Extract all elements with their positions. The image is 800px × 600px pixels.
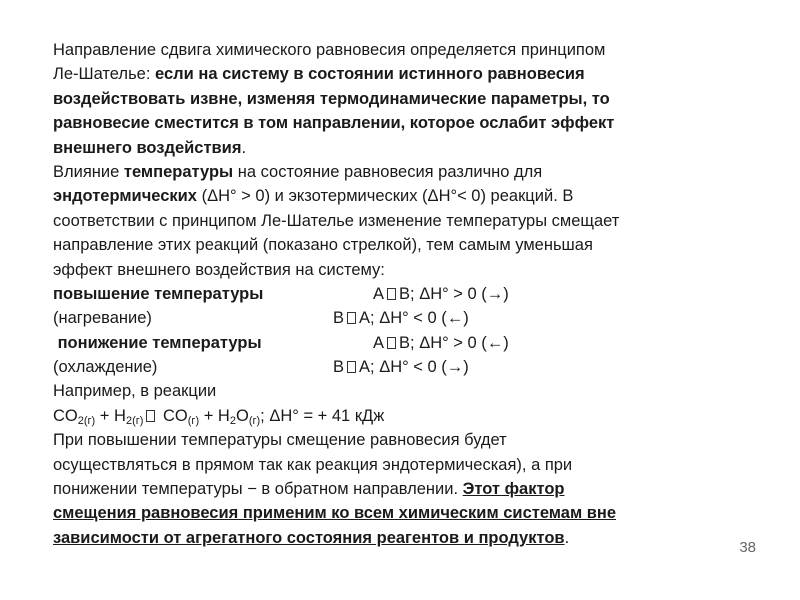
text-line — [53, 62, 753, 86]
bold-underlined-text: Этот фактор — [462, 480, 565, 499]
text: При повышении температуры смещение равновесия будет — [53, 431, 507, 450]
rule-reaction: A B; ΔH° > 0 (←) — [373, 333, 509, 352]
text: Влияние — [53, 162, 124, 181]
text: эффект внешнего воздействия на систему: — [53, 260, 385, 279]
text: понижении температуры − в обратном направлении. — [53, 480, 463, 499]
text: (ΔH° > 0) и экзотермических (ΔH°< 0) реакций. В — [196, 187, 574, 206]
text: . — [241, 138, 247, 157]
text-line — [53, 258, 753, 282]
text: осуществляться в прямом так как реакция эндотермическая), а при — [53, 455, 573, 474]
rule-label: (нагревание) — [53, 309, 152, 328]
rule-label: понижение температуры — [53, 333, 262, 352]
text: . — [564, 528, 570, 547]
rule-reaction: B A; ΔH° < 0 (→) — [333, 358, 469, 377]
bold-text: эндотермических — [53, 187, 197, 206]
missing-glyph-icon — [347, 361, 356, 373]
bold-text: температуры — [123, 162, 234, 181]
missing-glyph-icon — [146, 410, 155, 422]
rule-label: (охлаждение) — [53, 358, 158, 377]
bold-underlined-text: смещения равновесия применим ко всем химическим системам вне — [53, 504, 617, 523]
rule-row — [53, 331, 753, 355]
missing-glyph-icon — [387, 288, 396, 300]
text-line — [53, 160, 753, 184]
bold-underlined-text: зависимости от агрегатного состояния реагентов и продуктов — [53, 528, 565, 547]
text: Например, в реакции — [53, 382, 217, 401]
text-line — [53, 111, 753, 135]
text-line — [53, 501, 753, 525]
rule-reaction: B A; ΔH° < 0 (←) — [333, 309, 469, 328]
missing-glyph-icon — [347, 312, 356, 324]
text-line — [53, 209, 753, 233]
text-line — [53, 233, 753, 257]
reaction-equation: $CO_{2(г)} + H_{2(г)}$ $CO_{(г)} + H_2O_{(г)}$; ΔH° = + 41 кДж — [53, 406, 385, 427]
slide-content — [53, 38, 753, 550]
text-line — [53, 87, 753, 111]
text: Ле-Шателье: — [53, 65, 156, 84]
text-line — [53, 184, 753, 208]
rule-row — [53, 355, 753, 379]
bold-text: если на систему в состоянии истинного равновесия — [155, 65, 585, 84]
text: соответствии с принципом Ле-Шателье изменение температуры смещает — [53, 211, 620, 230]
text: Направление сдвига химического равновесия определяется принципом — [53, 41, 606, 59]
text-line — [53, 428, 753, 452]
text-line — [53, 526, 753, 550]
rule-label: повышение температуры — [53, 284, 264, 303]
rule-row — [53, 306, 753, 330]
text-line — [53, 453, 753, 477]
bold-text: равновесие сместится в том направлении, которое ослабит эффект — [53, 114, 615, 133]
rule-reaction: A B; ΔH° > 0 (→) — [373, 284, 509, 303]
missing-glyph-icon — [387, 337, 396, 349]
text-line — [53, 379, 753, 403]
text: на состояние равновесия различно для — [233, 162, 543, 181]
bold-text: внешнего воздействия — [53, 138, 242, 157]
text-line — [53, 136, 753, 160]
text: направление этих реакций (показано стрелкой), тем самым уменьшая — [53, 236, 593, 255]
text-line — [53, 38, 753, 62]
text-line — [53, 477, 753, 501]
bold-text: воздействовать извне, изменяя термодинамические параметры, то — [53, 89, 610, 108]
page-number: 38 — [739, 539, 756, 556]
rule-row — [53, 282, 753, 306]
